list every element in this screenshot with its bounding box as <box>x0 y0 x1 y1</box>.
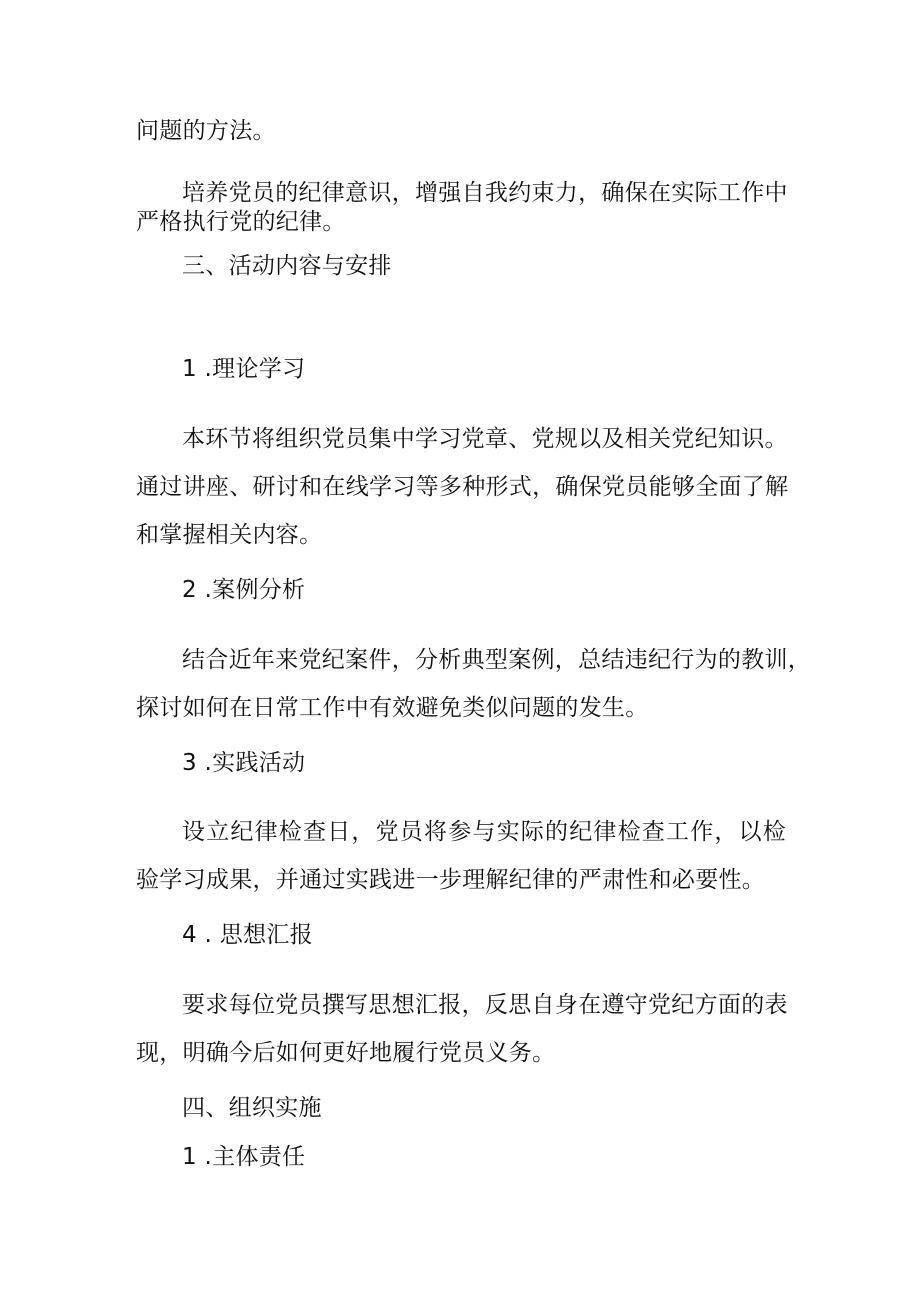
paragraph-line: 现，明确今后如何更好地履行党员义务。 <box>136 1040 556 1066</box>
subsection-heading: 4 . 思想汇报 <box>182 922 313 948</box>
paragraph-line: 探讨如何在日常工作中有效避免类似问题的发生。 <box>136 695 649 721</box>
paragraph-line: 结合近年来党纪案件，分析典型案例，总结违纪行为的教训， <box>182 647 812 673</box>
paragraph-line: 要求每位党员撰写思想汇报，反思自身在遵守党纪方面的表 <box>182 992 788 1018</box>
paragraph-line: 通过讲座、研讨和在线学习等多种形式，确保党员能够全面了解 <box>136 474 789 500</box>
paragraph-line: 严格执行党的纪律。 <box>136 209 346 235</box>
paragraph-line: 问题的方法。 <box>136 118 276 144</box>
subsection-heading: 1 .主体责任 <box>182 1144 306 1170</box>
paragraph-line: 设立纪律检查日，党员将参与实际的纪律检查工作，以检 <box>182 819 787 845</box>
subsection-heading: 1 .理论学习 <box>182 356 306 382</box>
paragraph-line: 培养党员的纪律意识，增强自我约束力，确保在实际工作中 <box>182 180 788 206</box>
section-heading: 四、组织实施 <box>182 1095 322 1121</box>
subsection-heading: 2 .案例分析 <box>182 577 306 603</box>
paragraph-line: 验学习成果，并通过实践进一步理解纪律的严肃性和必要性。 <box>136 867 766 893</box>
paragraph-line: 本环节将组织党员集中学习党章、党规以及相关党纪知识。 <box>182 426 788 452</box>
subsection-heading: 3 .实践活动 <box>182 750 306 776</box>
section-heading: 三、活动内容与安排 <box>182 253 392 279</box>
paragraph-line: 和掌握相关内容。 <box>136 522 323 548</box>
